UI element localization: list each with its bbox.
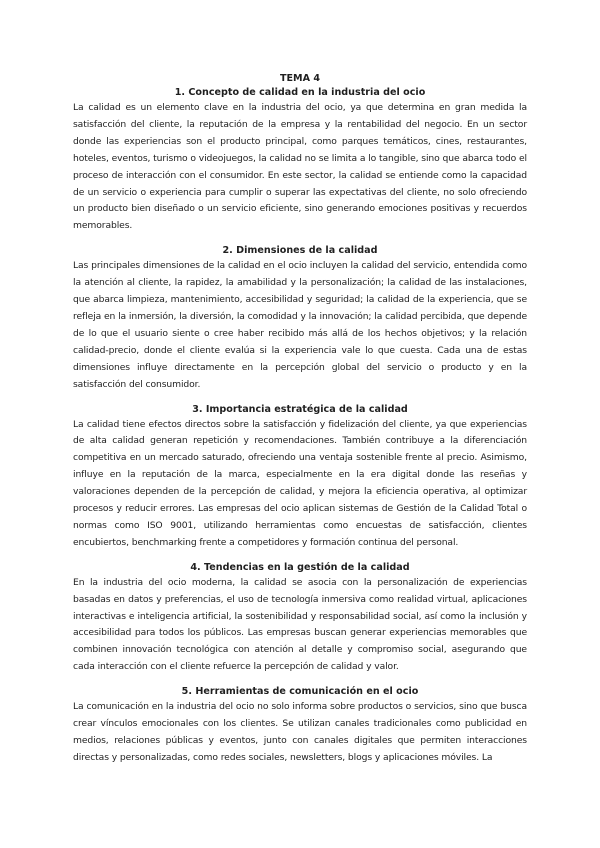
section-4 bbox=[73, 561, 527, 676]
section-heading: 4. Tendencias en la gestión de la calidad bbox=[190, 561, 410, 573]
document-content bbox=[73, 72, 527, 776]
section-3 bbox=[73, 403, 527, 552]
section-heading: 1. Concepto de calidad en la industria del ocio bbox=[174, 87, 426, 98]
section-5 bbox=[73, 685, 527, 767]
section-2 bbox=[73, 244, 527, 393]
section-paragraph: Las principales dimensiones de la calidad en el ocio incluyen la calidad del servicio, entendida como la atención al cliente, la rapidez, la amabilidad y la personalización; la calidad de las instalaciones, que abarca limpieza, mantenimiento, accesibilidad y seguridad; la calidad de la experiencia, que se refleja en la inmersión, la diversión, la comodidad y la innovación; la calidad percibida, que depende de lo que el usuario siente o cree haber recibido más allá de los hechos objetivos; y la relación calidad-precio, donde el cliente evalúa si la experiencia vale lo que cuesta. Cada una de estas dimensiones influye directamente en la percepción global del servicio o producto y en la satisfacción del consumidor. bbox=[73, 260, 527, 390]
section-paragraph: En la industria del ocio moderna, la calidad se asocia con la personalización de experiencias basadas en datos y preferencias, el uso de tecnología inmersiva como realidad virtual, aplicaciones interactivas e inteligencia artificial, la sostenibilidad y responsabilidad social, así como la inclusión y accesibilidad para todos los públicos. Las empresas buscan generar experiencias memorables que combinen innovación tecnológica con atención al detalle y compromiso social, asegurando que cada interacción con el cliente refuerce la percepción de calidad y valor. bbox=[73, 576, 527, 673]
section-paragraph: La calidad tiene efectos directos sobre la satisfacción y fidelización del cliente, ya que experiencias de alta calidad generan repetición y recomendaciones. También contribuye a la diferenciación competitiva en un mercado saturado, ofreciendo una ventaja sostenible frente al precio. Asimismo, influye en la reputación de la marca, especialmente en la era digital donde las reseñas y valoraciones dependen de la percepción de calidad, y mejora la eficiencia operativa, al optimizar procesos y reducir errores. Las empresas del ocio aplican sistemas de Gestión de la Calidad Total o normas como ISO 9001, utilizando herramientas como encuestas de satisfacción, clientes encubiertos, benchmarking frente a competidores y formación continua del personal. bbox=[73, 418, 527, 548]
section-1 bbox=[73, 86, 527, 235]
section-heading: 3. Importancia estratégica de la calidad bbox=[192, 403, 408, 415]
section-paragraph: La comunicación en la industria del ocio no solo informa sobre productos o servicios, sino que busca crear vínculos emocionales con los clientes. Se utilizan canales tradicionales como publicidad en medios, relaciones públicas y eventos, junto con canales digitales que permiten interacciones directas y personalizadas, como redes sociales, newsletters, blogs y aplicaciones móviles. La bbox=[73, 701, 527, 763]
document-title: TEMA 4 bbox=[279, 73, 321, 84]
section-heading: 2. Dimensiones de la calidad bbox=[222, 245, 378, 257]
section-paragraph: La calidad es un elemento clave en la industria del ocio, ya que determina en gran medida la satisfacción del cliente, la reputación de la empresa y la rentabilidad del negocio. En un sector donde las experiencias son el producto principal, como parques temáticos, cines, restaurantes, hoteles, eventos, turismo o videojuegos, la calidad no se limita a lo tangible, sino que abarca todo el proceso de interacción con el consumidor. En este sector, la calidad se entiende como la capacidad de un servicio o experiencia para cumplir o superar las expectativas del cliente, no solo ofreciendo un producto bien diseñado o un servicio eficiente, sino generando emociones positivas y recuerdos memorables. bbox=[73, 102, 527, 232]
section-heading: 5. Herramientas de comunicación en el ocio bbox=[181, 686, 419, 698]
